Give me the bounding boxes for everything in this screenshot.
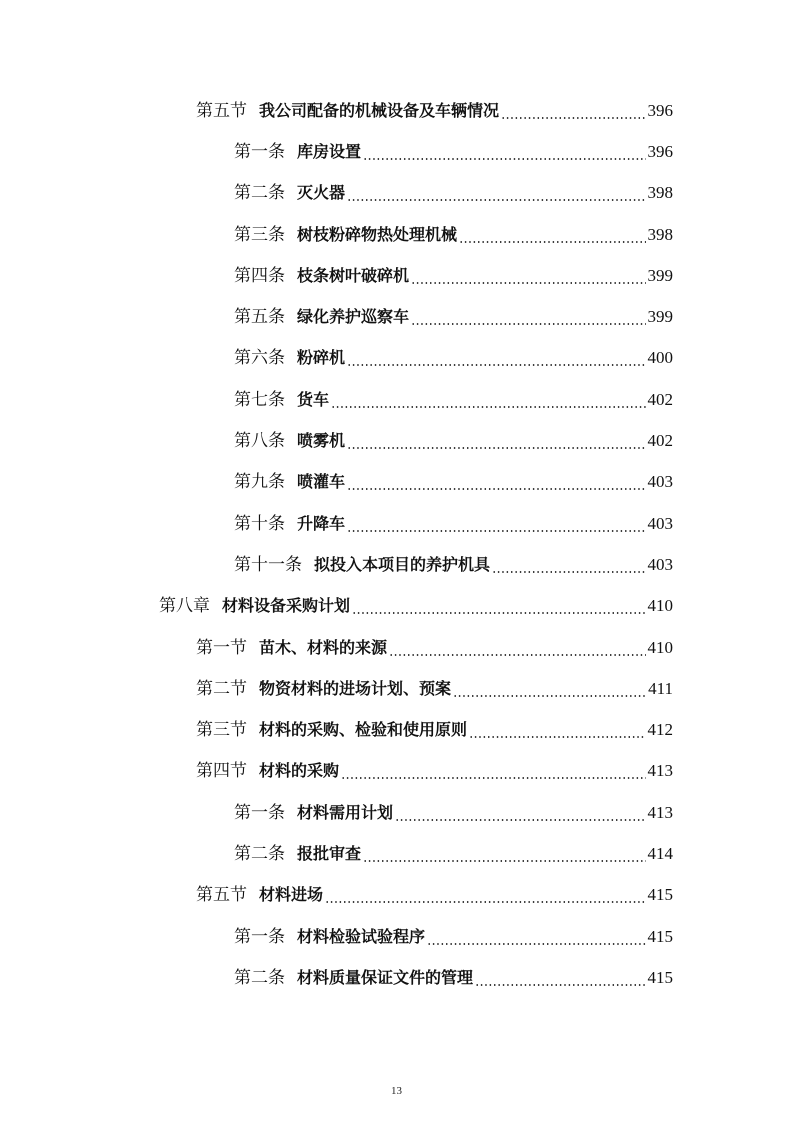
toc-entry-page: 398 bbox=[647, 183, 673, 203]
toc-dot-leader bbox=[469, 723, 645, 739]
toc-entry[interactable] bbox=[0, 173, 793, 214]
toc-entry-title: 材料的采购、检验和使用原则 bbox=[259, 720, 468, 740]
toc-entry[interactable] bbox=[0, 462, 793, 503]
toc-entry-title: 材料需用计划 bbox=[297, 802, 394, 822]
toc-dot-leader bbox=[347, 517, 645, 533]
toc-entry[interactable] bbox=[0, 544, 793, 585]
toc-entry-page: 415 bbox=[647, 885, 673, 905]
toc-entry[interactable] bbox=[0, 379, 793, 420]
toc-entry[interactable] bbox=[0, 627, 793, 668]
toc-entry-title: 材料进场 bbox=[259, 885, 324, 905]
toc-dot-leader bbox=[411, 269, 645, 285]
toc-entry-title: 粉碎机 bbox=[297, 348, 346, 368]
toc-entry-title: 树枝粉碎物热处理机械 bbox=[297, 224, 458, 244]
toc-entry-title: 报批审查 bbox=[297, 843, 362, 863]
toc-entry-page: 396 bbox=[647, 100, 673, 120]
toc-entry-label: 第九条 bbox=[234, 472, 285, 492]
toc-entry[interactable] bbox=[0, 420, 793, 461]
toc-entry-label: 第三条 bbox=[234, 224, 285, 244]
toc-entry-label: 第十条 bbox=[234, 513, 285, 533]
toc-entry-label: 第一条 bbox=[234, 141, 285, 161]
toc-entry-title: 枝条树叶破碎机 bbox=[297, 265, 410, 285]
toc-dot-leader bbox=[492, 558, 645, 574]
toc-entry[interactable] bbox=[0, 338, 793, 379]
toc-entry-label: 第五节 bbox=[196, 100, 247, 120]
toc-entry-label: 第一条 bbox=[234, 926, 285, 946]
toc-entry-label: 第十一条 bbox=[234, 554, 302, 574]
toc-entry[interactable] bbox=[0, 709, 793, 750]
toc-entry-title: 灭火器 bbox=[297, 183, 346, 203]
toc-entry[interactable] bbox=[0, 296, 793, 337]
toc-entry-label: 第一节 bbox=[196, 637, 247, 657]
toc-entry-label: 第一条 bbox=[234, 802, 285, 822]
toc-dot-leader bbox=[475, 971, 645, 987]
toc-entry-title: 升降车 bbox=[297, 513, 346, 533]
toc-entry-title: 材料的采购 bbox=[259, 761, 340, 781]
toc-entry[interactable] bbox=[0, 833, 793, 874]
toc-entry-page: 415 bbox=[647, 926, 673, 946]
toc-dot-leader bbox=[363, 145, 645, 161]
toc-entry-title: 喷雾机 bbox=[297, 431, 346, 451]
toc-dot-leader bbox=[341, 764, 645, 780]
toc-entry[interactable] bbox=[0, 916, 793, 957]
toc-dot-leader bbox=[352, 599, 645, 615]
toc-entry-page: 402 bbox=[647, 431, 673, 451]
toc-entry-page: 412 bbox=[647, 720, 673, 740]
toc-entry-label: 第二条 bbox=[234, 967, 285, 987]
toc-entry-label: 第三节 bbox=[196, 720, 247, 740]
toc-dot-leader bbox=[459, 228, 645, 244]
toc-dot-leader bbox=[347, 475, 645, 491]
toc-entry-title: 货车 bbox=[297, 389, 330, 409]
toc-entry-page: 398 bbox=[647, 224, 673, 244]
toc-entry-title: 绿化养护巡察车 bbox=[297, 307, 410, 327]
toc-entry-label: 第六条 bbox=[234, 348, 285, 368]
toc-entry-page: 403 bbox=[647, 513, 673, 533]
toc-entry-title: 我公司配备的机械设备及车辆情况 bbox=[259, 100, 500, 120]
toc-dot-leader bbox=[347, 186, 645, 202]
toc-entry-label: 第五节 bbox=[196, 885, 247, 905]
toc-entry[interactable] bbox=[0, 586, 793, 627]
toc-dot-leader bbox=[411, 310, 645, 326]
toc-entry[interactable] bbox=[0, 792, 793, 833]
toc-entry-title: 材料设备采购计划 bbox=[222, 596, 351, 616]
toc-entry-label: 第四条 bbox=[234, 265, 285, 285]
toc-entry-label: 第八章 bbox=[159, 596, 210, 616]
toc-entry-page: 399 bbox=[647, 265, 673, 285]
toc-entry-page: 413 bbox=[647, 802, 673, 822]
toc-entry-label: 第七条 bbox=[234, 389, 285, 409]
toc-entry[interactable] bbox=[0, 875, 793, 916]
toc-entry-label: 第四节 bbox=[196, 761, 247, 781]
toc-entry-label: 第八条 bbox=[234, 431, 285, 451]
toc-entry-label: 第二条 bbox=[234, 843, 285, 863]
toc-entry-page: 414 bbox=[647, 843, 673, 863]
toc-entry-page: 413 bbox=[647, 761, 673, 781]
page-number: 13 bbox=[391, 1085, 402, 1097]
toc-dot-leader bbox=[453, 682, 646, 698]
toc-dot-leader bbox=[427, 930, 645, 946]
toc-entry-label: 第五条 bbox=[234, 307, 285, 327]
toc-entry[interactable] bbox=[0, 90, 793, 131]
toc-entry[interactable] bbox=[0, 957, 793, 998]
toc-entry-title: 物资材料的进场计划、预案 bbox=[259, 678, 452, 698]
toc-entry-label: 第二条 bbox=[234, 183, 285, 203]
toc-entry-page: 399 bbox=[647, 307, 673, 327]
toc-dot-leader bbox=[331, 393, 645, 409]
toc-entry[interactable] bbox=[0, 503, 793, 544]
toc-dot-leader bbox=[395, 806, 645, 822]
toc-entry[interactable] bbox=[0, 131, 793, 172]
toc-entry-title: 材料检验试验程序 bbox=[297, 926, 426, 946]
toc-entry[interactable] bbox=[0, 668, 793, 709]
toc-entry-page: 410 bbox=[647, 637, 673, 657]
toc-dot-leader bbox=[347, 434, 645, 450]
toc-entry-title: 材料质量保证文件的管理 bbox=[297, 967, 474, 987]
toc-entry-page: 402 bbox=[647, 389, 673, 409]
toc-entry-page: 403 bbox=[647, 472, 673, 492]
toc-entry-page: 410 bbox=[647, 596, 673, 616]
toc-dot-leader bbox=[325, 888, 645, 904]
toc-entry[interactable] bbox=[0, 214, 793, 255]
toc-dot-leader bbox=[363, 847, 645, 863]
table-of-contents bbox=[0, 90, 793, 999]
toc-entry[interactable] bbox=[0, 255, 793, 296]
toc-dot-leader bbox=[389, 641, 645, 657]
toc-entry-title: 拟投入本项目的养护机具 bbox=[314, 554, 491, 574]
toc-entry-page: 411 bbox=[648, 678, 673, 698]
toc-entry-title: 喷灌车 bbox=[297, 472, 346, 492]
toc-entry[interactable] bbox=[0, 751, 793, 792]
toc-dot-leader bbox=[347, 351, 645, 367]
toc-dot-leader bbox=[501, 104, 645, 120]
toc-entry-label: 第二节 bbox=[196, 678, 247, 698]
toc-entry-page: 400 bbox=[647, 348, 673, 368]
toc-entry-page: 403 bbox=[647, 554, 673, 574]
toc-entry-page: 415 bbox=[647, 967, 673, 987]
toc-entry-title: 库房设置 bbox=[297, 141, 362, 161]
toc-entry-page: 396 bbox=[647, 141, 673, 161]
toc-entry-title: 苗木、材料的来源 bbox=[259, 637, 388, 657]
